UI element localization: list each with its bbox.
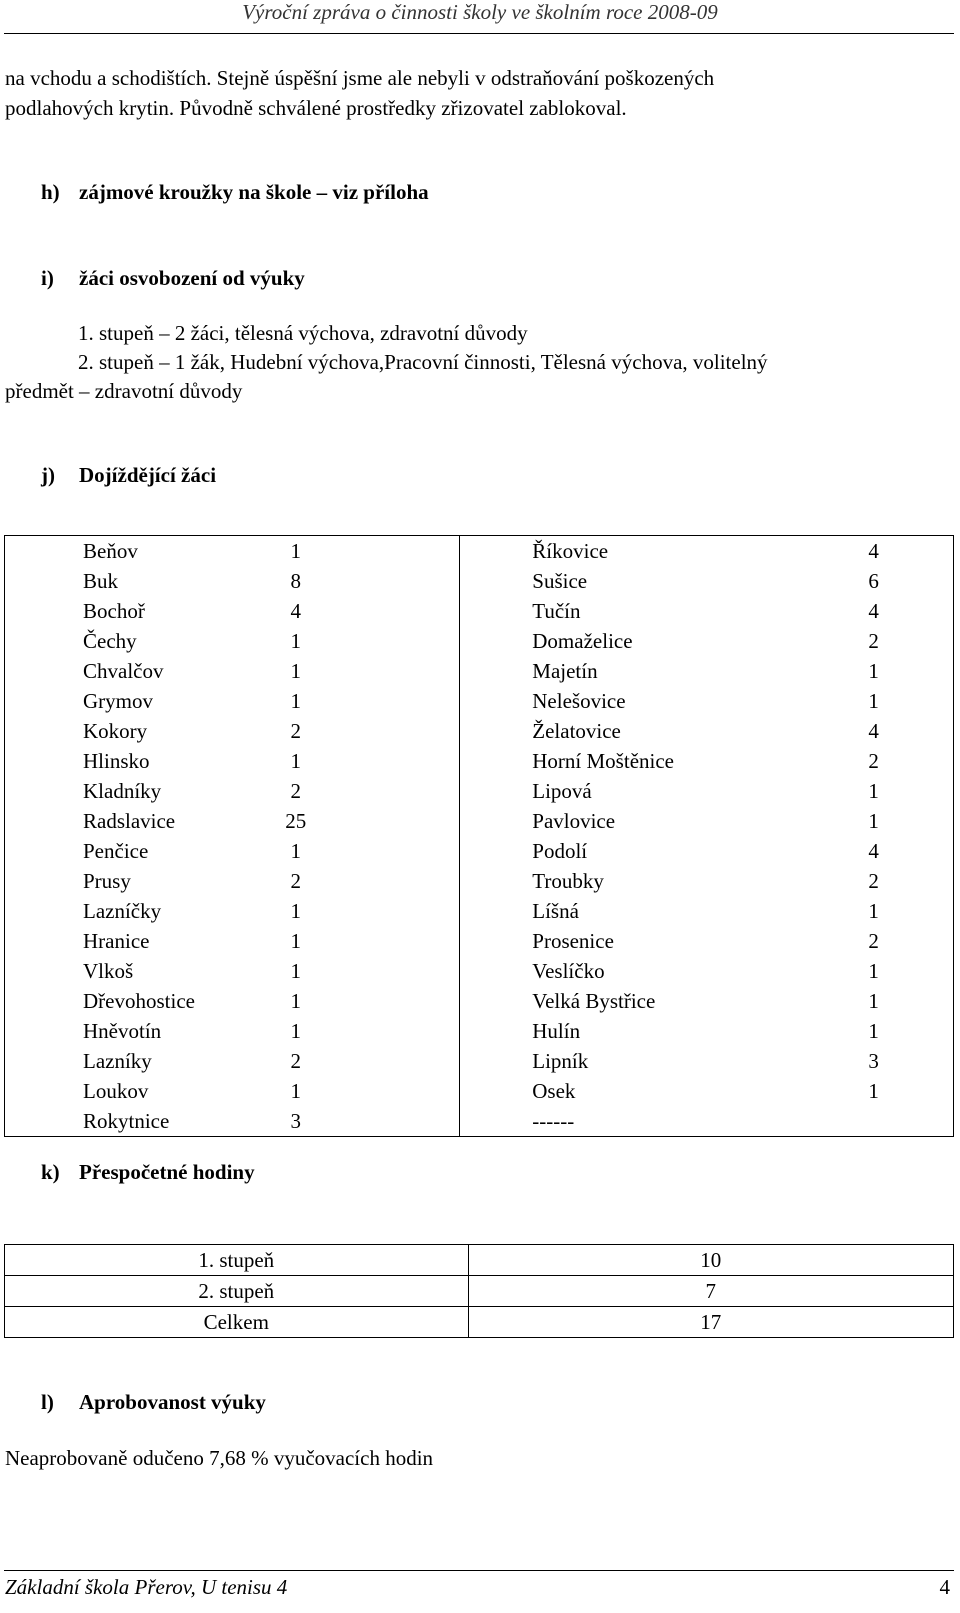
spacer-cell [879, 656, 954, 686]
student-count: 2 [290, 778, 301, 803]
spacer-cell [879, 1076, 954, 1106]
town-name: Lazníčky [5, 896, 195, 926]
commuter-row [5, 986, 954, 1016]
student-count: 1 [290, 688, 301, 713]
town-name: Loukov [5, 1076, 195, 1106]
town-name: Chvalčov [5, 656, 195, 686]
spacer-cell [397, 896, 460, 926]
town-name: Želatovice [460, 716, 674, 746]
commuter-row [5, 926, 954, 956]
section-k-title: Přespočetné hodiny [79, 1160, 255, 1184]
footer-page-number: 4 [939, 1575, 950, 1599]
spacer-cell [397, 956, 460, 986]
qualification-text: Neaprobovaně odučeno 7,68 % vyučovacích hodin [5, 1446, 434, 1470]
student-count: 2 [868, 928, 879, 953]
section-j-title: Dojíždějící žáci [79, 463, 217, 487]
commuter-row [5, 836, 954, 866]
intro-line-1: na vchodu a schodištích. Stejně úspěšní jsme ale nebyli v odstraňování poškozených [5, 66, 715, 90]
town-name: Lipová [460, 776, 674, 806]
exempt-grade-2-cont: předmět – zdravotní důvody [5, 379, 243, 403]
section-l-marker: l) [41, 1390, 54, 1414]
student-count: 2 [290, 1048, 301, 1073]
town-name: Horní Moštěnice [460, 746, 674, 776]
spacer-cell [397, 656, 460, 686]
town-name: Lazníky [5, 1046, 195, 1076]
spacer-cell [879, 1046, 954, 1076]
spacer-cell [397, 836, 460, 866]
spacer-cell [397, 1076, 460, 1106]
spacer-cell [397, 566, 460, 596]
hours-row [5, 1307, 954, 1338]
student-count: 1 [868, 1078, 879, 1103]
student-count: 4 [868, 598, 879, 623]
student-count: 3 [868, 1048, 879, 1073]
spacer-cell [397, 746, 460, 776]
student-count: 2 [868, 748, 879, 773]
section-h-marker: h) [41, 180, 60, 204]
student-count: 2 [868, 868, 879, 893]
student-count: 2 [290, 868, 301, 893]
commuter-row [5, 956, 954, 986]
student-count: 1 [868, 988, 879, 1013]
student-count: 2 [868, 628, 879, 653]
spacer-cell [879, 536, 954, 567]
student-count: 4 [868, 838, 879, 863]
spacer-cell [879, 836, 954, 866]
section-i-marker: i) [41, 266, 54, 290]
spacer-cell [879, 926, 954, 956]
section-j-heading [41, 463, 216, 488]
commuter-row [5, 626, 954, 656]
spacer-cell [879, 986, 954, 1016]
spacer-cell [397, 926, 460, 956]
town-name: Hulín [460, 1016, 674, 1046]
section-h-title: zájmové kroužky na škole – viz příloha [79, 180, 429, 204]
student-count: 1 [868, 778, 879, 803]
student-count: 4 [674, 536, 879, 567]
spacer-cell [397, 866, 460, 896]
section-k-marker: k) [41, 1160, 60, 1184]
footer-school: Základní škola Přerov, U tenisu 4 [5, 1575, 288, 1599]
spacer-cell [397, 806, 460, 836]
commuter-row [5, 656, 954, 686]
hours-value: 17 [468, 1307, 953, 1338]
commuter-row [5, 1016, 954, 1046]
town-name: Čechy [5, 626, 195, 656]
student-count: 6 [868, 568, 879, 593]
grade-label: Celkem [5, 1307, 469, 1338]
spacer-cell [879, 746, 954, 776]
town-name: ------ [460, 1106, 674, 1137]
town-name: Líšná [460, 896, 674, 926]
commuter-row [5, 896, 954, 926]
commuter-row [5, 806, 954, 836]
spacer-cell [397, 1106, 460, 1137]
student-count: 1 [868, 808, 879, 833]
spacer-cell [879, 596, 954, 626]
town-name: Lipník [460, 1046, 674, 1076]
town-name: Hněvotín [5, 1016, 195, 1046]
spacer-cell [879, 1016, 954, 1046]
town-name: Říkovice [460, 536, 674, 567]
section-i-title: žáci osvobození od výuky [79, 266, 305, 290]
town-name: Troubky [460, 866, 674, 896]
commuter-row [5, 716, 954, 746]
student-count: 1 [868, 658, 879, 683]
hours-value: 10 [468, 1245, 953, 1276]
commuter-row [5, 566, 954, 596]
town-name: Kokory [5, 716, 195, 746]
commuter-row [5, 1046, 954, 1076]
student-count: 1 [290, 748, 301, 773]
grade-label: 1. stupeň [5, 1245, 469, 1276]
student-count: 1 [868, 688, 879, 713]
student-count: 1 [290, 628, 301, 653]
spacer-cell [397, 1046, 460, 1076]
town-name: Prusy [5, 866, 195, 896]
page-header: Výroční zpráva o činnosti školy ve školním roce 2008-09 [242, 0, 718, 24]
town-name: Osek [460, 1076, 674, 1106]
spacer-cell [879, 626, 954, 656]
town-name: Sušice [460, 566, 674, 596]
commuter-row [5, 746, 954, 776]
town-name: Prosenice [460, 926, 674, 956]
section-h-heading [41, 180, 429, 205]
hours-row [5, 1276, 954, 1307]
exempt-grade-2: 2. stupeň – 1 žák, Hudební výchova,Pracovní činnosti, Tělesná výchova, volitelný [78, 350, 768, 374]
spacer-cell [397, 686, 460, 716]
town-name: Majetín [460, 656, 674, 686]
town-name: Buk [5, 566, 195, 596]
town-name: Kladníky [5, 776, 195, 806]
town-name: Velká Bystřice [460, 986, 674, 1016]
student-count: 1 [290, 658, 301, 683]
section-k-heading [41, 1160, 255, 1185]
student-count: 1 [290, 898, 301, 923]
spacer-cell [397, 536, 460, 567]
section-i-heading [41, 266, 305, 291]
extra-hours-table [4, 1244, 954, 1338]
town-name: Grymov [5, 686, 195, 716]
student-count: 1 [868, 898, 879, 923]
commuter-row [5, 1076, 954, 1106]
spacer-cell [397, 986, 460, 1016]
student-count: 1 [290, 1018, 301, 1043]
town-name: Bochoř [5, 596, 195, 626]
student-count [674, 1106, 879, 1137]
town-name: Domaželice [460, 626, 674, 656]
spacer-cell [879, 1106, 954, 1137]
town-name: Radslavice [5, 806, 195, 836]
footer-rule [4, 1570, 954, 1571]
town-name: Hranice [5, 926, 195, 956]
commuter-row [5, 866, 954, 896]
spacer-cell [397, 776, 460, 806]
town-name: Pavlovice [460, 806, 674, 836]
commuter-row [5, 776, 954, 806]
town-name: Vlkoš [5, 956, 195, 986]
town-name: Podolí [460, 836, 674, 866]
section-l-heading [41, 1390, 266, 1415]
spacer-cell [397, 716, 460, 746]
spacer-cell [397, 596, 460, 626]
spacer-cell [879, 776, 954, 806]
commuter-row [5, 1106, 954, 1137]
header-rule [4, 33, 954, 34]
spacer-cell [397, 626, 460, 656]
spacer-cell [879, 866, 954, 896]
student-count: 1 [868, 1018, 879, 1043]
commuter-row [5, 686, 954, 716]
town-name: Penčice [5, 836, 195, 866]
intro-line-2: podlahových krytin. Původně schválené prostředky zřizovatel zablokoval. [5, 96, 627, 120]
student-count: 2 [290, 718, 301, 743]
commuter-row [5, 536, 954, 567]
student-count: 4 [868, 718, 879, 743]
spacer-cell [879, 896, 954, 926]
commuters-table [4, 535, 954, 1137]
student-count: 1 [290, 928, 301, 953]
town-name: Nelešovice [460, 686, 674, 716]
spacer-cell [879, 806, 954, 836]
town-name: Beňov [5, 536, 195, 567]
spacer-cell [879, 566, 954, 596]
student-count: 25 [285, 808, 307, 833]
student-count: 1 [290, 838, 301, 863]
town-name: Dřevohostice [5, 986, 195, 1016]
student-count: 1 [290, 1078, 301, 1103]
commuter-row [5, 596, 954, 626]
section-l-title: Aprobovanost výuky [79, 1390, 266, 1414]
grade-label: 2. stupeň [5, 1276, 469, 1307]
spacer-cell [879, 956, 954, 986]
student-count: 8 [290, 568, 301, 593]
town-name: Rokytnice [5, 1106, 195, 1137]
town-name: Tučín [460, 596, 674, 626]
hours-value: 7 [468, 1276, 953, 1307]
spacer-cell [879, 686, 954, 716]
student-count: 1 [868, 958, 879, 983]
exempt-grade-1: 1. stupeň – 2 žáci, tělesná výchova, zdravotní důvody [78, 321, 528, 345]
hours-row [5, 1245, 954, 1276]
section-j-marker: j) [41, 463, 55, 487]
student-count: 1 [290, 958, 301, 983]
student-count: 4 [290, 598, 301, 623]
town-name: Veslíčko [460, 956, 674, 986]
page-footer [0, 1575, 960, 1605]
student-count: 1 [195, 536, 397, 567]
student-count: 3 [195, 1106, 397, 1137]
town-name: Hlinsko [5, 746, 195, 776]
spacer-cell [879, 716, 954, 746]
spacer-cell [397, 1016, 460, 1046]
student-count: 1 [290, 988, 301, 1013]
